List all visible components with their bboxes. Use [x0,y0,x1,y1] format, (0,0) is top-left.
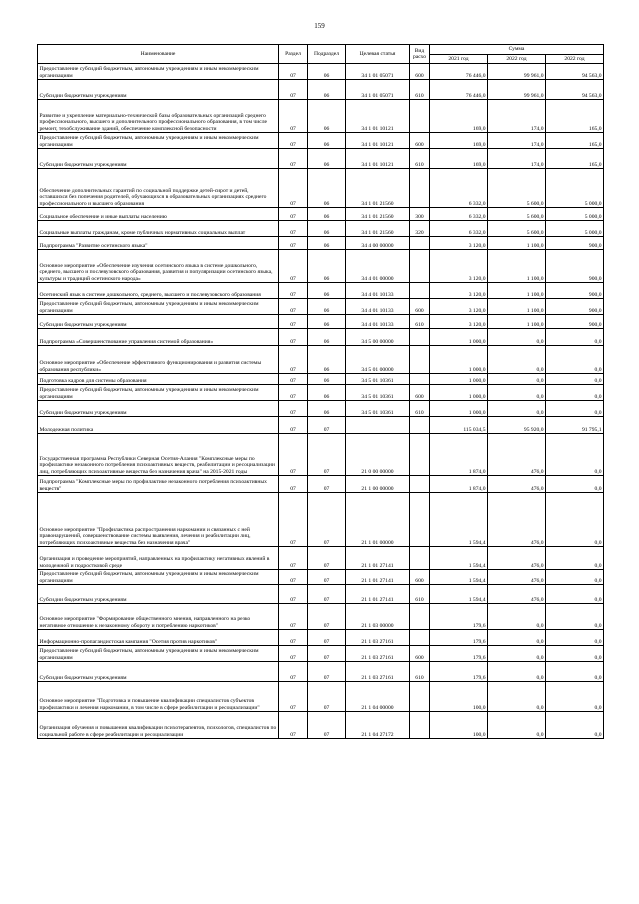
row-expense-type [410,374,430,385]
row-subsection: 06 [308,221,346,237]
row-value-2022a: 99 961,0 [488,64,546,80]
row-expense-type: 600 [410,299,430,315]
row-expense-type: 600 [410,133,430,149]
row-expense-type: 320 [410,221,430,237]
row-value-2022a: 0,0 [488,401,546,417]
row-subsection: 07 [308,662,346,682]
row-subsection: 06 [308,401,346,417]
row-expense-type: 300 [410,208,430,221]
row-value-2021: 100,0 [430,712,488,739]
header-year-2022b: 2022 год [546,55,604,64]
row-value-2022a: 476,0 [488,570,546,585]
header-name: Наименование [38,45,279,64]
row-target: 21 1 01 00000 [346,493,410,547]
row-target: 34 5 01 00000 [346,346,410,374]
row-name: Основное мероприятие "Формирование общественного мнения, направленного на резко негативное отношение к незаконному обороту и потреблению наркотиков" [38,604,279,630]
row-value-2022a: 0,0 [488,346,546,374]
row-value-2022a: 5 600,0 [488,208,546,221]
row-value-2022b: 900,0 [546,299,604,315]
row-value-2022b: 5 000,0 [546,208,604,221]
row-value-2021: 6 332,0 [430,208,488,221]
row-target: 34 5 01 10361 [346,401,410,417]
row-name: Государственная программа Республики Северная Осетия-Алания "Комплексные меры по профилактике незаконного потребления психоактивных веществ, реабилитации и ресоциализации лиц, потребляющих психоактивные вещества без назначения врача" на 2015-2021 годы [38,434,279,476]
header-year-2021: 2021 год [430,55,488,64]
row-name: Субсидии бюджетным учреждениям [38,149,279,169]
row-value-2021: 1 000,0 [430,374,488,385]
row-value-2022b: 5 000,0 [546,169,604,208]
table-row [38,547,604,570]
row-value-2022b: 0,0 [546,385,604,401]
row-value-2022a: 0,0 [488,385,546,401]
row-value-2022b: 900,0 [546,250,604,283]
row-value-2021: 1 874,0 [430,434,488,476]
row-subsection: 07 [308,417,346,434]
row-target: 34 4 01 10133 [346,299,410,315]
row-name: Организация и проведение мероприятий, направленных на профилактику негативных явлений в молодежной и подростковой среде [38,547,279,570]
table-row [38,682,604,712]
row-subsection: 07 [308,476,346,493]
row-target: 34 4 00 00000 [346,237,410,250]
row-section: 07 [279,417,308,434]
row-section: 07 [279,604,308,630]
row-subsection: 06 [308,208,346,221]
row-value-2022a: 5 600,0 [488,221,546,237]
row-value-2021: 1 000,0 [430,385,488,401]
row-section: 07 [279,570,308,585]
row-value-2022a: 476,0 [488,476,546,493]
row-section: 07 [279,208,308,221]
row-target: 21 1 04 27172 [346,712,410,739]
table-row [38,80,604,100]
row-value-2022a: 1 100,0 [488,283,546,299]
row-value-2021: 6 332,0 [430,221,488,237]
row-subsection: 06 [308,100,346,133]
row-target: 21 1 03 00000 [346,604,410,630]
row-section: 07 [279,682,308,712]
row-subsection: 07 [308,434,346,476]
row-value-2022a: 476,0 [488,493,546,547]
row-expense-type: 610 [410,315,430,329]
row-target: 21 1 00 00000 [346,476,410,493]
row-value-2022a: 0,0 [488,630,546,646]
row-expense-type: 610 [410,585,430,604]
table-row [38,570,604,585]
row-subsection: 06 [308,237,346,250]
row-value-2022a: 476,0 [488,434,546,476]
row-section: 07 [279,630,308,646]
row-value-2021: 179,6 [430,604,488,630]
row-expense-type [410,476,430,493]
row-expense-type: 610 [410,149,430,169]
row-value-2021: 3 120,0 [430,283,488,299]
row-value-2022a: 174,0 [488,100,546,133]
table-row [38,283,604,299]
row-target: 34 5 01 10361 [346,374,410,385]
row-target: 21 1 01 27141 [346,547,410,570]
row-value-2022b: 0,0 [546,374,604,385]
row-value-2021: 3 120,0 [430,250,488,283]
table-row [38,434,604,476]
row-section: 07 [279,346,308,374]
table-row [38,100,604,133]
row-name: Основное мероприятие "Профилактика распространения наркомании и связанных с ней правонарушений, совершенствование системы выявления, лечения и реабилитации лиц, потребляющих психоактивные вещества без назначения врача" [38,493,279,547]
row-section: 07 [279,315,308,329]
row-value-2021: 115 034,5 [430,417,488,434]
row-name: Информационно-пропагандистская кампания "Осетия против наркотиков" [38,630,279,646]
row-name: Субсидии бюджетным учреждениям [38,401,279,417]
row-value-2022a: 0,0 [488,662,546,682]
row-expense-type [410,547,430,570]
row-section: 07 [279,434,308,476]
table-row [38,346,604,374]
row-value-2021: 1 594,4 [430,570,488,585]
row-name: Развитие и укрепление материально-технической базы образовательных организаций среднего профессионального, высшего и дополнительного профессионального образования, в том числе ремонт, техобслуживание зданий, обеспечение комплексной безопасности [38,100,279,133]
row-expense-type: 610 [410,401,430,417]
row-expense-type [410,237,430,250]
row-target: 21 1 03 27161 [346,646,410,662]
table-row [38,417,604,434]
row-value-2022a: 5 600,0 [488,169,546,208]
row-name: Обеспечение дополнительных гарантий по социальной поддержке детей-сирот и детей, оставшихся без попечения родителей, обучающихся в образовательных организациях среднего профессионального и высшего образования [38,169,279,208]
row-section: 07 [279,283,308,299]
row-subsection: 07 [308,646,346,662]
row-section: 07 [279,585,308,604]
row-value-2022b: 900,0 [546,315,604,329]
table-row [38,630,604,646]
row-target: 34 1 01 10121 [346,100,410,133]
row-value-2022b: 165,0 [546,100,604,133]
row-value-2022b: 0,0 [546,493,604,547]
row-value-2021: 3 120,0 [430,299,488,315]
row-expense-type [410,604,430,630]
row-value-2021: 100,0 [430,682,488,712]
row-value-2022b: 165,0 [546,133,604,149]
row-section: 07 [279,646,308,662]
table-row [38,476,604,493]
row-target [346,417,410,434]
row-section: 07 [279,169,308,208]
table-row [38,169,604,208]
row-value-2021: 1 000,0 [430,401,488,417]
row-value-2022b: 0,0 [546,630,604,646]
row-subsection: 07 [308,570,346,585]
row-name: Социальное обеспечение и иные выплаты населению [38,208,279,221]
table-row [38,149,604,169]
header-section: Раздел [279,45,308,64]
row-section: 07 [279,547,308,570]
table-row [38,646,604,662]
row-name: Предоставление субсидий бюджетным, автономным учреждениям и иным некоммерческим организациям [38,133,279,149]
row-value-2022a: 1 100,0 [488,250,546,283]
row-subsection: 06 [308,299,346,315]
row-section: 07 [279,662,308,682]
table-row [38,385,604,401]
row-section: 07 [279,80,308,100]
table-row [38,662,604,682]
row-value-2022b: 0,0 [546,662,604,682]
row-value-2021: 169,0 [430,149,488,169]
row-expense-type [410,169,430,208]
row-value-2022a: 0,0 [488,712,546,739]
row-name: Основное мероприятие «Обеспечение изучения осетинского языка в системе дошкольного, среднего, высшего и послевузовского образования, развития и популяризации осетинского языка, культуры и традиций осетинского народа» [38,250,279,283]
row-value-2021: 1 000,0 [430,346,488,374]
row-target: 21 0 00 00000 [346,434,410,476]
header-sum: Сумма [430,45,604,55]
row-value-2021: 169,0 [430,100,488,133]
row-section: 07 [279,329,308,346]
row-value-2021: 1 594,4 [430,493,488,547]
row-value-2021: 1 874,0 [430,476,488,493]
row-value-2021: 169,0 [430,133,488,149]
row-value-2022b: 0,0 [546,346,604,374]
row-expense-type: 610 [410,80,430,100]
row-name: Субсидии бюджетным учреждениям [38,315,279,329]
row-name: Подпрограмма "Комплексные меры по профилактике незаконного потребления психоактивных веществ" [38,476,279,493]
table-row [38,374,604,385]
row-expense-type [410,329,430,346]
row-expense-type [410,434,430,476]
row-value-2021: 76 446,0 [430,64,488,80]
row-value-2021: 1 594,4 [430,547,488,570]
row-subsection: 07 [308,547,346,570]
row-value-2022b: 5 000,0 [546,221,604,237]
row-value-2022a: 174,0 [488,133,546,149]
table-row [38,712,604,739]
row-name: Предоставление субсидий бюджетным, автономным учреждениям и иным некоммерческим организациям [38,299,279,315]
row-subsection: 06 [308,80,346,100]
row-section: 07 [279,385,308,401]
row-value-2022b: 0,0 [546,570,604,585]
row-subsection: 07 [308,585,346,604]
row-section: 07 [279,250,308,283]
row-expense-type [410,346,430,374]
table-row [38,299,604,315]
row-subsection: 06 [308,346,346,374]
row-expense-type: 600 [410,646,430,662]
row-subsection: 06 [308,149,346,169]
row-expense-type [410,250,430,283]
row-name: Осетинский язык в системе дошкольного, среднего, высшего и послевузовского образования [38,283,279,299]
row-subsection: 06 [308,283,346,299]
row-target: 34 5 01 10361 [346,385,410,401]
row-name: Подготовка кадров для системы образования [38,374,279,385]
row-target: 34 1 01 21560 [346,169,410,208]
row-subsection: 06 [308,374,346,385]
row-value-2022a: 0,0 [488,374,546,385]
row-expense-type [410,682,430,712]
row-subsection: 06 [308,64,346,80]
row-subsection: 07 [308,630,346,646]
row-value-2021: 179,6 [430,662,488,682]
row-value-2022b: 900,0 [546,283,604,299]
row-value-2022b: 0,0 [546,712,604,739]
header-subsection: Подраздел [308,45,346,64]
row-value-2022a: 1 100,0 [488,315,546,329]
row-value-2022b: 94 563,0 [546,64,604,80]
row-value-2022a: 0,0 [488,604,546,630]
row-value-2022a: 476,0 [488,547,546,570]
row-section: 07 [279,149,308,169]
row-subsection: 06 [308,169,346,208]
row-subsection: 06 [308,133,346,149]
row-name: Субсидии бюджетным учреждениям [38,585,279,604]
row-target: 21 1 03 27161 [346,630,410,646]
row-value-2021: 3 120,0 [430,237,488,250]
table-body [38,64,604,739]
row-target: 34 4 01 00000 [346,250,410,283]
row-section: 07 [279,712,308,739]
row-value-2022b: 0,0 [546,329,604,346]
row-value-2021: 3 120,0 [430,315,488,329]
row-name: Социальные выплаты гражданам, кроме публичных нормативных социальных выплат [38,221,279,237]
row-value-2022a: 1 100,0 [488,237,546,250]
table-row [38,604,604,630]
row-name: Субсидии бюджетным учреждениям [38,662,279,682]
row-subsection: 06 [308,385,346,401]
row-target: 34 1 01 10121 [346,133,410,149]
row-expense-type [410,712,430,739]
table-row [38,250,604,283]
row-target: 34 1 01 21560 [346,208,410,221]
row-name: Предоставление субсидий бюджетным, автономным учреждениям и иным некоммерческим организациям [38,570,279,585]
row-section: 07 [279,221,308,237]
table-row [38,64,604,80]
table-row [38,401,604,417]
row-subsection: 07 [308,604,346,630]
table-row [38,133,604,149]
row-value-2021: 1 000,0 [430,329,488,346]
row-name: Подпрограмма "Развитие осетинского языка" [38,237,279,250]
budget-table [37,44,604,739]
row-target: 21 1 04 00000 [346,682,410,712]
row-name: Предоставление субсидий бюджетным, автономным учреждениям и иным некоммерческим организациям [38,64,279,80]
row-section: 07 [279,237,308,250]
row-value-2022a: 1 100,0 [488,299,546,315]
row-value-2022b: 0,0 [546,604,604,630]
row-value-2022b: 0,0 [546,646,604,662]
row-section: 07 [279,493,308,547]
row-expense-type: 600 [410,64,430,80]
row-value-2022b: 165,0 [546,149,604,169]
row-value-2022a: 95 920,0 [488,417,546,434]
row-name: Молодежная политика [38,417,279,434]
row-target: 34 1 01 05071 [346,64,410,80]
row-value-2022b: 0,0 [546,401,604,417]
row-section: 07 [279,64,308,80]
table-row [38,493,604,547]
row-name: Предоставление субсидий бюджетным, автономным учреждениям и иным некоммерческим организациям [38,646,279,662]
row-section: 07 [279,299,308,315]
row-value-2022a: 99 961,0 [488,80,546,100]
row-name: Основное мероприятие "Подготовка и повышение квалификации специалистов субъектов профилактики и лечения наркомании, в том числе в сфере реабилитации и ресоциализации" [38,682,279,712]
row-value-2022a: 0,0 [488,329,546,346]
row-subsection: 06 [308,329,346,346]
row-expense-type [410,417,430,434]
row-name: Субсидии бюджетным учреждениям [38,80,279,100]
row-value-2022b: 0,0 [546,682,604,712]
row-value-2021: 179,6 [430,646,488,662]
row-expense-type [410,493,430,547]
table-row [38,221,604,237]
row-subsection: 07 [308,493,346,547]
row-value-2021: 1 594,4 [430,585,488,604]
row-subsection: 06 [308,250,346,283]
row-value-2022b: 0,0 [546,585,604,604]
table-row [38,315,604,329]
row-name: Организация обучения и повышения квалификации психотерапевтов, психологов, специалистов по социальной работе в сфере реабилитации и ресоциализации [38,712,279,739]
row-section: 07 [279,100,308,133]
row-value-2022a: 174,0 [488,149,546,169]
row-value-2021: 6 332,0 [430,169,488,208]
row-expense-type [410,630,430,646]
row-subsection: 07 [308,712,346,739]
row-target: 34 4 01 10133 [346,315,410,329]
row-value-2022a: 0,0 [488,646,546,662]
row-section: 07 [279,374,308,385]
row-target: 34 1 01 10121 [346,149,410,169]
row-target: 21 1 01 27141 [346,585,410,604]
row-value-2022b: 0,0 [546,434,604,476]
row-expense-type [410,283,430,299]
row-name: Основное мероприятие «Обеспечение эффективного функционирования и развития системы образования республики» [38,346,279,374]
row-value-2021: 76 446,0 [430,80,488,100]
row-name: Предоставление субсидий бюджетным, автономным учреждениям и иным некоммерческим организациям [38,385,279,401]
header-target: Целевая статья [346,45,410,64]
row-target: 34 1 01 21560 [346,221,410,237]
row-value-2022b: 0,0 [546,476,604,493]
table-row [38,208,604,221]
row-subsection: 06 [308,315,346,329]
table-row [38,237,604,250]
row-value-2022a: 0,0 [488,682,546,712]
row-value-2022b: 91 795,1 [546,417,604,434]
page-number: 159 [314,22,325,30]
row-section: 07 [279,401,308,417]
header-expense-type: Вид расхо [410,45,430,64]
row-expense-type: 600 [410,570,430,585]
row-expense-type [410,100,430,133]
row-subsection: 07 [308,682,346,712]
row-value-2022b: 0,0 [546,547,604,570]
row-target: 21 1 01 27141 [346,570,410,585]
row-section: 07 [279,476,308,493]
header-year-2022a: 2022 год [488,55,546,64]
row-expense-type: 600 [410,385,430,401]
row-value-2022b: 900,0 [546,237,604,250]
row-target: 34 1 01 05071 [346,80,410,100]
row-expense-type: 610 [410,662,430,682]
row-target: 34 5 00 00000 [346,329,410,346]
row-value-2022a: 476,0 [488,585,546,604]
row-section: 07 [279,133,308,149]
table-row [38,585,604,604]
row-value-2021: 179,6 [430,630,488,646]
row-target: 34 4 01 10133 [346,283,410,299]
row-value-2022b: 94 563,0 [546,80,604,100]
table-row [38,329,604,346]
row-name: Подпрограмма «Совершенствование управления системой образования» [38,329,279,346]
row-target: 21 1 03 27161 [346,662,410,682]
